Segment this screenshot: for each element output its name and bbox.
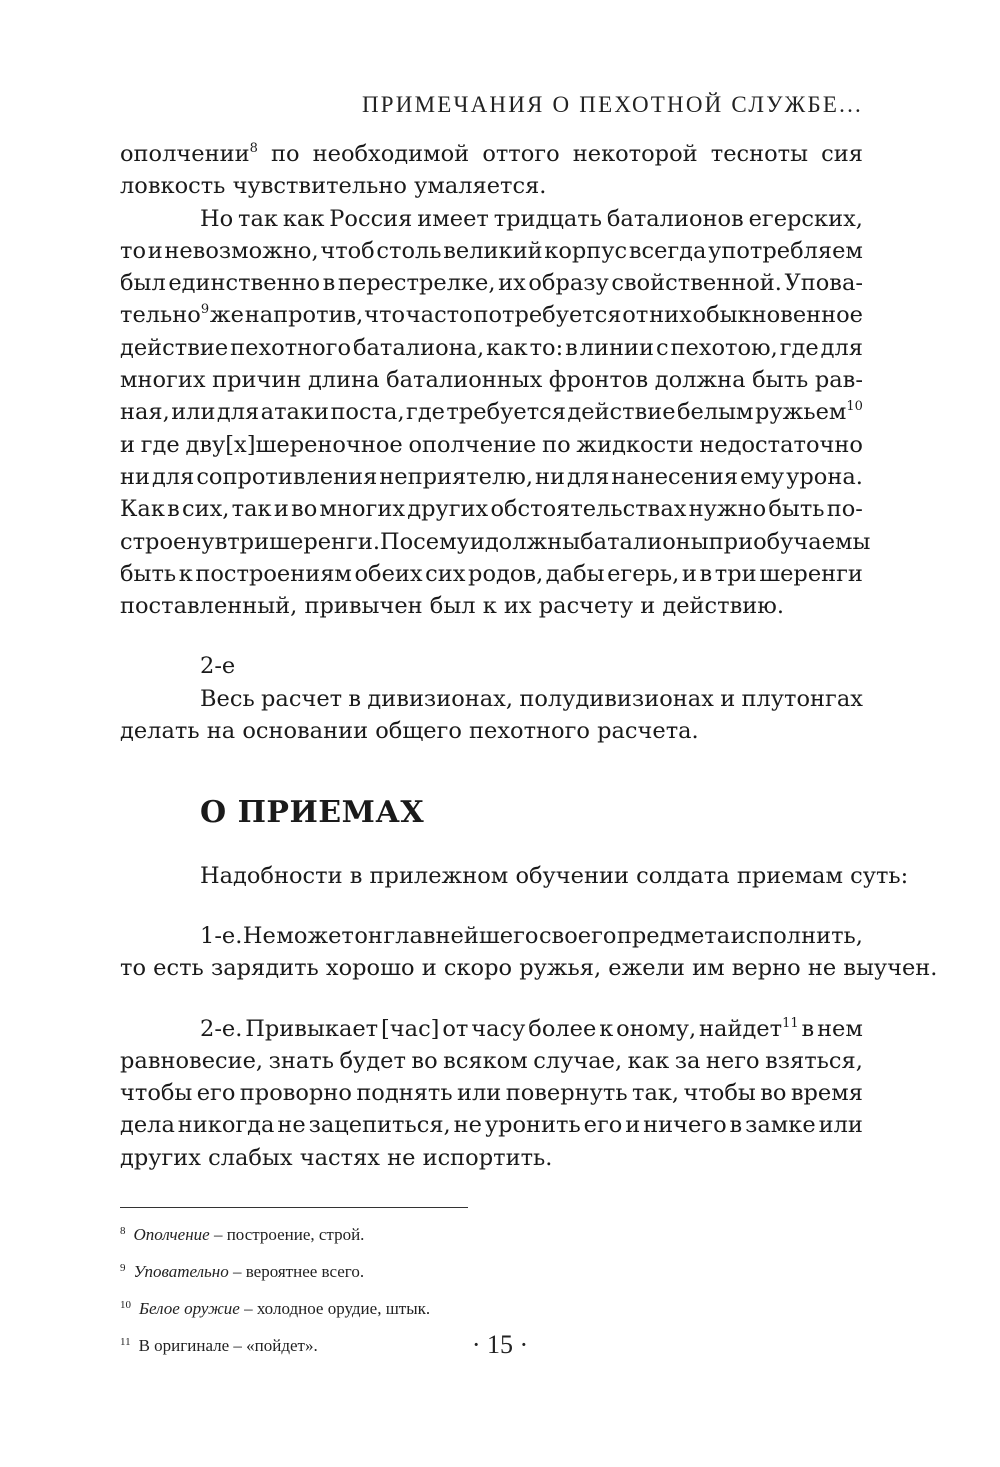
point-2 [120, 1013, 863, 1174]
footnote-ref: 11 [782, 1015, 799, 1031]
item-2-label: 2-е [200, 653, 236, 680]
text-line: ни для сопротивления неприятелю, ни для нанесения ему урона. [120, 463, 863, 490]
item-2-text [120, 683, 863, 748]
footnote: $^8$ Ополчение – построение, строй. [120, 1225, 365, 1244]
text-line: 1-е. Не может он главнейшего своего предмета исполнить, [200, 922, 863, 949]
point-1 [120, 920, 938, 985]
text-line: действие пехотного баталиона, как то: в линии с пехотою, где для [120, 334, 863, 361]
text-line: чтобы его проворно поднять или повернуть так, чтобы во время [120, 1080, 863, 1107]
text-line: тельно$^9$ же напротив, что часто потребуется от них обыкновенное [120, 302, 863, 329]
footnote-rule [120, 1207, 468, 1208]
text-line: ная, или для атаки поста, где требуется действие белым ружьем$^{10}$ [120, 399, 863, 426]
text-line: других слабых частях не испортить. [120, 1144, 553, 1171]
text-line: и где дву[х]шереночное ополчение по жидкости недостаточно [120, 431, 863, 458]
paragraph-jaeger-battalions [120, 203, 871, 623]
text-line: был единственно в перестрелке, их образу свойственной. Упова- [120, 270, 863, 297]
text-line: поставленный, привычен был к их расчету и действию. [120, 593, 784, 620]
page-number: · 15 · [471, 1330, 529, 1359]
section-heading: О ПРИЕМАХ [200, 795, 425, 831]
text-line: равновесие, знать будет во всяком случае, как за него взяться, [120, 1047, 863, 1074]
paragraph-continuation [120, 138, 863, 203]
text-line: ополчении$^8$ по необходимой оттого некоторой тесноты сия [120, 141, 863, 167]
footnote: $^9$ Уповательно – вероятнее всего. [120, 1262, 365, 1281]
text-line: Весь расчет в дивизионах, полудивизионах и плутонгах [200, 685, 863, 712]
text-line: Но так как Россия имеет тридцать баталионов егерских, [200, 205, 863, 232]
text-line: быть к построениям обеих сих родов, дабы егерь, и в три шеренги [120, 560, 863, 587]
text-line: то и невозможно, чтоб столь великий корпус всегда употребляем [120, 237, 863, 264]
footnote: $^{11}$ В оригинале – «пойдет». [120, 1336, 318, 1355]
text-line: строену в три шеренги. Посему и должны баталионы приобучаемы [120, 528, 871, 555]
text-line: ловкость чувствительно умаляется. [120, 173, 547, 200]
text-line: делать на основании общего пехотного расчета. [120, 718, 699, 745]
intro-line: Надобности в прилежном обучении солдата приемам суть: [200, 862, 909, 889]
footnote-ref: 10 [846, 399, 863, 415]
footnote: $^{10}$ Белое оружие – холодное орудие, штык. [120, 1299, 431, 1318]
text-line: то есть зарядить хорошо и скоро ружья, ежели им верно не выучен. [120, 955, 938, 982]
text-line: 2-е. Привыкает [час] от часу более к оному, найдет$^{11}$ в нем [200, 1015, 863, 1042]
text-line: многих причин длина баталионных фронтов должна быть рав- [120, 367, 863, 394]
text-line: дела никогда не зацепиться, не уронить его и ничего в замке или [120, 1112, 863, 1139]
text-line: Как в сих, так и во многих других обстоятельствах нужно быть по- [120, 496, 863, 523]
footnote-ref: 8 [249, 141, 258, 156]
footnote-ref: 9 [200, 302, 210, 318]
running-head: ПРИМЕЧАНИЯ О ПЕХОТНОЙ СЛУЖБЕ... [361, 92, 863, 117]
main-text [120, 138, 938, 1174]
